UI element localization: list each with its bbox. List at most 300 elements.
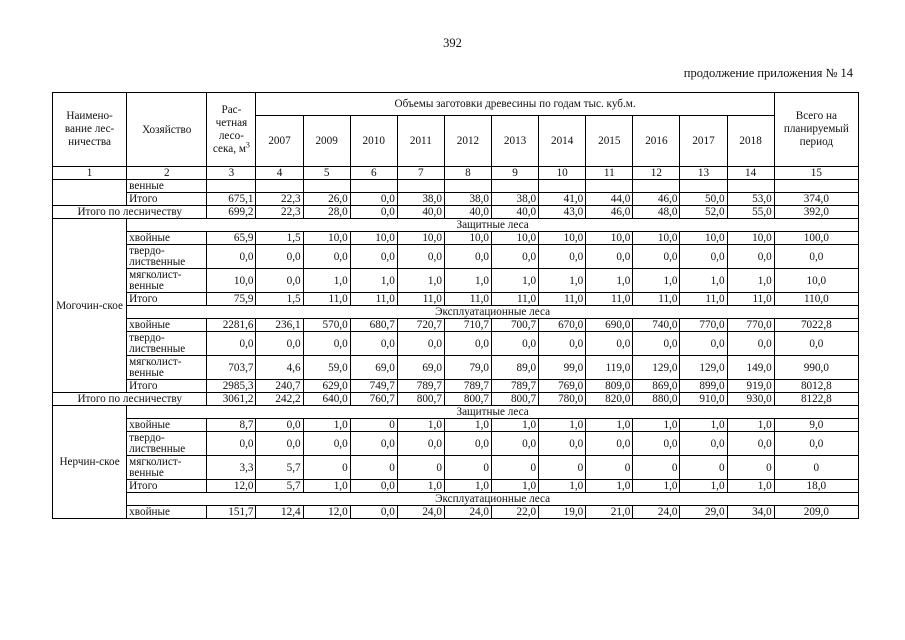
header-year: 2016 bbox=[633, 116, 680, 167]
header-calc-cut-label: Рас-четная лесо-сека, м bbox=[212, 103, 248, 155]
total-cell: 8012,8 bbox=[774, 380, 858, 393]
section-title-row bbox=[53, 306, 859, 319]
year-value-cell: 0,0 bbox=[256, 332, 303, 356]
year-value-cell: 11,0 bbox=[633, 293, 680, 306]
year-value-cell: 21,0 bbox=[586, 506, 633, 519]
farm-label-cell: твердо-лиственные bbox=[127, 332, 207, 356]
year-value-cell: 770,0 bbox=[680, 319, 727, 332]
forestry-name-cell: Могочин-ское bbox=[53, 219, 127, 393]
year-value-cell: 1,0 bbox=[680, 419, 727, 432]
year-value-cell: 11,0 bbox=[397, 293, 444, 306]
farm-label-cell: твердо-лиственные bbox=[127, 432, 207, 456]
farm-label-cell: Итого bbox=[127, 480, 207, 493]
year-value-cell: 79,0 bbox=[444, 356, 491, 380]
year-value-cell: 5,7 bbox=[256, 456, 303, 480]
calc-cut-cell: 3061,2 bbox=[207, 393, 256, 406]
empty-cell bbox=[350, 180, 397, 193]
total-cell: 374,0 bbox=[774, 193, 858, 206]
header-total: Всего на планируемый период bbox=[774, 93, 858, 167]
year-value-cell: 0,0 bbox=[350, 206, 397, 219]
year-value-cell: 800,7 bbox=[492, 393, 539, 406]
year-value-cell: 670,0 bbox=[539, 319, 586, 332]
year-value-cell: 0,0 bbox=[350, 506, 397, 519]
year-value-cell: 11,0 bbox=[492, 293, 539, 306]
year-value-cell: 1,0 bbox=[539, 269, 586, 293]
total-cell: 0,0 bbox=[774, 245, 858, 269]
year-value-cell: 0,0 bbox=[303, 332, 350, 356]
calc-cut-cell: 2985,3 bbox=[207, 380, 256, 393]
year-value-cell: 0,0 bbox=[539, 332, 586, 356]
total-cell: 9,0 bbox=[774, 419, 858, 432]
year-value-cell: 1,0 bbox=[350, 269, 397, 293]
calc-cut-cell: 0,0 bbox=[207, 432, 256, 456]
empty-cell bbox=[633, 180, 680, 193]
empty-cell bbox=[680, 180, 727, 193]
farm-label-cell: мягколист-венные bbox=[127, 356, 207, 380]
header-year: 2014 bbox=[539, 116, 586, 167]
year-value-cell: 760,7 bbox=[350, 393, 397, 406]
year-value-cell: 48,0 bbox=[633, 206, 680, 219]
farm-label-cell: хвойные bbox=[127, 319, 207, 332]
column-number: 3 bbox=[207, 167, 256, 180]
year-value-cell: 11,0 bbox=[539, 293, 586, 306]
forestry-total-label: Итого по лесничеству bbox=[53, 206, 207, 219]
total-cell: 110,0 bbox=[774, 293, 858, 306]
empty-cell bbox=[774, 180, 858, 193]
year-value-cell: 236,1 bbox=[256, 319, 303, 332]
column-number: 4 bbox=[256, 167, 303, 180]
year-value-cell: 0,0 bbox=[492, 332, 539, 356]
year-value-cell: 690,0 bbox=[586, 319, 633, 332]
year-value-cell: 38,0 bbox=[492, 193, 539, 206]
year-value-cell: 38,0 bbox=[397, 193, 444, 206]
harvest-table bbox=[52, 92, 859, 519]
table-row bbox=[53, 180, 859, 193]
table-row bbox=[53, 319, 859, 332]
calc-cut-cell: 703,7 bbox=[207, 356, 256, 380]
year-value-cell: 40,0 bbox=[397, 206, 444, 219]
total-cell: 8122,8 bbox=[774, 393, 858, 406]
total-cell: 392,0 bbox=[774, 206, 858, 219]
column-number: 6 bbox=[350, 167, 397, 180]
table-row bbox=[53, 293, 859, 306]
year-value-cell: 0,0 bbox=[256, 269, 303, 293]
calc-cut-cell: 151,7 bbox=[207, 506, 256, 519]
year-value-cell: 10,0 bbox=[727, 232, 774, 245]
year-value-cell: 0 bbox=[350, 419, 397, 432]
header-row bbox=[53, 93, 859, 116]
year-value-cell: 919,0 bbox=[727, 380, 774, 393]
year-value-cell: 770,0 bbox=[727, 319, 774, 332]
year-value-cell: 28,0 bbox=[303, 206, 350, 219]
column-number: 7 bbox=[397, 167, 444, 180]
year-value-cell: 0,0 bbox=[256, 432, 303, 456]
year-value-cell: 0,0 bbox=[256, 245, 303, 269]
year-value-cell: 0,0 bbox=[633, 245, 680, 269]
year-value-cell: 50,0 bbox=[680, 193, 727, 206]
year-value-cell: 0,0 bbox=[350, 245, 397, 269]
year-value-cell: 1,5 bbox=[256, 293, 303, 306]
year-value-cell: 55,0 bbox=[727, 206, 774, 219]
year-value-cell: 0,0 bbox=[303, 245, 350, 269]
farm-label-cell: Итого bbox=[127, 293, 207, 306]
year-value-cell: 46,0 bbox=[586, 206, 633, 219]
year-value-cell: 11,0 bbox=[680, 293, 727, 306]
table-row bbox=[53, 356, 859, 380]
section-title: Защитные леса bbox=[127, 406, 859, 419]
year-value-cell: 11,0 bbox=[444, 293, 491, 306]
total-cell: 10,0 bbox=[774, 269, 858, 293]
header-farm: Хозяйство bbox=[127, 93, 207, 167]
year-value-cell: 22,0 bbox=[492, 506, 539, 519]
year-value-cell: 0,0 bbox=[680, 432, 727, 456]
year-value-cell: 0,0 bbox=[350, 432, 397, 456]
empty-cell bbox=[539, 180, 586, 193]
table-row bbox=[53, 506, 859, 519]
year-value-cell: 0,0 bbox=[539, 245, 586, 269]
header-year: 2012 bbox=[444, 116, 491, 167]
section-title: Эксплуатационные леса bbox=[127, 493, 859, 506]
year-value-cell: 43,0 bbox=[539, 206, 586, 219]
column-number: 1 bbox=[53, 167, 127, 180]
farm-label-cell: Итого bbox=[127, 193, 207, 206]
year-value-cell: 5,7 bbox=[256, 480, 303, 493]
column-number: 12 bbox=[633, 167, 680, 180]
column-number: 5 bbox=[303, 167, 350, 180]
year-value-cell: 11,0 bbox=[303, 293, 350, 306]
year-value-cell: 41,0 bbox=[539, 193, 586, 206]
year-value-cell: 0,0 bbox=[444, 432, 491, 456]
year-value-cell: 710,7 bbox=[444, 319, 491, 332]
year-value-cell: 0,0 bbox=[727, 432, 774, 456]
total-cell: 990,0 bbox=[774, 356, 858, 380]
year-value-cell: 129,0 bbox=[680, 356, 727, 380]
header-volumes-title: Объемы заготовки древесины по годам тыс. куб.м. bbox=[256, 93, 774, 116]
year-value-cell: 0 bbox=[539, 456, 586, 480]
year-value-cell: 22,3 bbox=[256, 193, 303, 206]
header-year: 2010 bbox=[350, 116, 397, 167]
column-number: 10 bbox=[539, 167, 586, 180]
year-value-cell: 1,0 bbox=[492, 269, 539, 293]
year-value-cell: 119,0 bbox=[586, 356, 633, 380]
year-value-cell: 0,0 bbox=[680, 245, 727, 269]
year-value-cell: 46,0 bbox=[633, 193, 680, 206]
empty-cell bbox=[727, 180, 774, 193]
year-value-cell: 0,0 bbox=[492, 432, 539, 456]
calc-cut-cell: 2281,6 bbox=[207, 319, 256, 332]
year-value-cell: 40,0 bbox=[492, 206, 539, 219]
year-value-cell: 0 bbox=[350, 456, 397, 480]
year-value-cell: 1,5 bbox=[256, 232, 303, 245]
forestry-total-row bbox=[53, 393, 859, 406]
year-value-cell: 769,0 bbox=[539, 380, 586, 393]
calc-cut-cell: 675,1 bbox=[207, 193, 256, 206]
header-calc-cut bbox=[207, 93, 256, 167]
year-value-cell: 869,0 bbox=[633, 380, 680, 393]
year-value-cell: 0,0 bbox=[303, 432, 350, 456]
year-value-cell: 0 bbox=[444, 456, 491, 480]
year-value-cell: 44,0 bbox=[586, 193, 633, 206]
year-value-cell: 0,0 bbox=[492, 245, 539, 269]
year-value-cell: 1,0 bbox=[303, 269, 350, 293]
year-value-cell: 789,7 bbox=[492, 380, 539, 393]
year-value-cell: 880,0 bbox=[633, 393, 680, 406]
year-value-cell: 89,0 bbox=[492, 356, 539, 380]
year-value-cell: 53,0 bbox=[727, 193, 774, 206]
table-row bbox=[53, 380, 859, 393]
calc-cut-cell: 3,3 bbox=[207, 456, 256, 480]
year-value-cell: 0 bbox=[680, 456, 727, 480]
year-value-cell: 52,0 bbox=[680, 206, 727, 219]
year-value-cell: 10,0 bbox=[586, 232, 633, 245]
year-value-cell: 149,0 bbox=[727, 356, 774, 380]
year-value-cell: 0,0 bbox=[539, 432, 586, 456]
year-value-cell: 809,0 bbox=[586, 380, 633, 393]
year-value-cell: 0,0 bbox=[350, 480, 397, 493]
forestry-name-cell bbox=[53, 180, 127, 206]
table-row bbox=[53, 193, 859, 206]
empty-cell bbox=[207, 180, 256, 193]
header-year: 2015 bbox=[586, 116, 633, 167]
year-value-cell: 0,0 bbox=[444, 332, 491, 356]
year-value-cell: 29,0 bbox=[680, 506, 727, 519]
year-value-cell: 11,0 bbox=[727, 293, 774, 306]
empty-cell bbox=[586, 180, 633, 193]
year-value-cell: 0,0 bbox=[256, 419, 303, 432]
farm-label-cell: мягколист-венные bbox=[127, 269, 207, 293]
year-value-cell: 1,0 bbox=[727, 269, 774, 293]
total-cell: 0 bbox=[774, 456, 858, 480]
year-value-cell: 1,0 bbox=[727, 419, 774, 432]
year-value-cell: 570,0 bbox=[303, 319, 350, 332]
section-title-row bbox=[53, 406, 859, 419]
year-value-cell: 789,7 bbox=[444, 380, 491, 393]
empty-cell bbox=[492, 180, 539, 193]
year-value-cell: 0 bbox=[397, 456, 444, 480]
year-value-cell: 38,0 bbox=[444, 193, 491, 206]
year-value-cell: 1,0 bbox=[539, 419, 586, 432]
year-value-cell: 12,4 bbox=[256, 506, 303, 519]
table-row bbox=[53, 232, 859, 245]
year-value-cell: 1,0 bbox=[586, 480, 633, 493]
section-title-row bbox=[53, 219, 859, 232]
header-forestry-name: Наимено-вание лес-ничества bbox=[53, 93, 127, 167]
year-value-cell: 10,0 bbox=[492, 232, 539, 245]
year-value-cell: 10,0 bbox=[303, 232, 350, 245]
year-value-cell: 0 bbox=[303, 456, 350, 480]
table-row bbox=[53, 332, 859, 356]
year-value-cell: 0,0 bbox=[397, 245, 444, 269]
year-value-cell: 0 bbox=[492, 456, 539, 480]
calc-cut-cell: 10,0 bbox=[207, 269, 256, 293]
year-value-cell: 0,0 bbox=[633, 332, 680, 356]
section-title-row bbox=[53, 493, 859, 506]
table-row bbox=[53, 456, 859, 480]
year-value-cell: 24,0 bbox=[397, 506, 444, 519]
year-value-cell: 740,0 bbox=[633, 319, 680, 332]
year-value-cell: 0,0 bbox=[586, 332, 633, 356]
year-value-cell: 0 bbox=[586, 456, 633, 480]
year-value-cell: 59,0 bbox=[303, 356, 350, 380]
empty-cell bbox=[444, 180, 491, 193]
year-value-cell: 0,0 bbox=[444, 245, 491, 269]
year-value-cell: 749,7 bbox=[350, 380, 397, 393]
year-value-cell: 129,0 bbox=[633, 356, 680, 380]
farm-label-cell: хвойные bbox=[127, 232, 207, 245]
year-value-cell: 12,0 bbox=[303, 506, 350, 519]
header-year: 2011 bbox=[397, 116, 444, 167]
year-value-cell: 0 bbox=[727, 456, 774, 480]
year-value-cell: 1,0 bbox=[633, 480, 680, 493]
year-value-cell: 930,0 bbox=[727, 393, 774, 406]
year-value-cell: 10,0 bbox=[633, 232, 680, 245]
year-value-cell: 800,7 bbox=[444, 393, 491, 406]
year-value-cell: 1,0 bbox=[586, 269, 633, 293]
forestry-total-label: Итого по лесничеству bbox=[53, 393, 207, 406]
year-value-cell: 10,0 bbox=[444, 232, 491, 245]
year-value-cell: 1,0 bbox=[492, 419, 539, 432]
empty-cell bbox=[256, 180, 303, 193]
year-value-cell: 1,0 bbox=[444, 419, 491, 432]
year-value-cell: 910,0 bbox=[680, 393, 727, 406]
year-value-cell: 800,7 bbox=[397, 393, 444, 406]
farm-label-cell: хвойные bbox=[127, 506, 207, 519]
column-number-row bbox=[53, 167, 859, 180]
year-value-cell: 10,0 bbox=[397, 232, 444, 245]
year-value-cell: 0 bbox=[633, 456, 680, 480]
calc-cut-cell: 0,0 bbox=[207, 332, 256, 356]
year-value-cell: 1,0 bbox=[633, 269, 680, 293]
header-year: 2018 bbox=[727, 116, 774, 167]
year-value-cell: 26,0 bbox=[303, 193, 350, 206]
table-row bbox=[53, 419, 859, 432]
year-value-cell: 242,2 bbox=[256, 393, 303, 406]
year-value-cell: 1,0 bbox=[444, 480, 491, 493]
year-value-cell: 22,3 bbox=[256, 206, 303, 219]
year-value-cell: 1,0 bbox=[539, 480, 586, 493]
total-cell: 0,0 bbox=[774, 432, 858, 456]
year-value-cell: 19,0 bbox=[539, 506, 586, 519]
total-cell: 100,0 bbox=[774, 232, 858, 245]
year-value-cell: 820,0 bbox=[586, 393, 633, 406]
total-cell: 209,0 bbox=[774, 506, 858, 519]
year-value-cell: 680,7 bbox=[350, 319, 397, 332]
year-value-cell: 0,0 bbox=[350, 193, 397, 206]
calc-cut-cell: 75,9 bbox=[207, 293, 256, 306]
section-title: Защитные леса bbox=[127, 219, 859, 232]
year-value-cell: 0,0 bbox=[397, 332, 444, 356]
column-number: 11 bbox=[586, 167, 633, 180]
calc-cut-cell: 65,9 bbox=[207, 232, 256, 245]
calc-cut-cell: 0,0 bbox=[207, 245, 256, 269]
forestry-total-row bbox=[53, 206, 859, 219]
year-value-cell: 4,6 bbox=[256, 356, 303, 380]
header-year: 2009 bbox=[303, 116, 350, 167]
farm-label-cell: мягколист-венные bbox=[127, 456, 207, 480]
forestry-name-cell: Нерчин-ское bbox=[53, 406, 127, 519]
continuation-note: продолжение приложения № 14 bbox=[683, 66, 853, 80]
year-value-cell: 640,0 bbox=[303, 393, 350, 406]
header-year: 2013 bbox=[492, 116, 539, 167]
empty-cell bbox=[397, 180, 444, 193]
year-value-cell: 1,0 bbox=[633, 419, 680, 432]
year-value-cell: 1,0 bbox=[397, 480, 444, 493]
year-value-cell: 10,0 bbox=[539, 232, 586, 245]
year-value-cell: 1,0 bbox=[727, 480, 774, 493]
year-value-cell: 789,7 bbox=[397, 380, 444, 393]
year-value-cell: 1,0 bbox=[492, 480, 539, 493]
farm-label-cell: венные bbox=[127, 180, 207, 193]
header-year: 2007 bbox=[256, 116, 303, 167]
calc-cut-cell: 699,2 bbox=[207, 206, 256, 219]
column-number: 13 bbox=[680, 167, 727, 180]
year-value-cell: 0,0 bbox=[586, 432, 633, 456]
header-calc-cut-sup: 3 bbox=[245, 139, 250, 149]
year-value-cell: 240,7 bbox=[256, 380, 303, 393]
year-value-cell: 1,0 bbox=[303, 419, 350, 432]
year-value-cell: 10,0 bbox=[350, 232, 397, 245]
year-value-cell: 0,0 bbox=[586, 245, 633, 269]
column-number: 8 bbox=[444, 167, 491, 180]
year-value-cell: 0,0 bbox=[350, 332, 397, 356]
year-value-cell: 0,0 bbox=[727, 245, 774, 269]
calc-cut-cell: 8,7 bbox=[207, 419, 256, 432]
total-cell: 0,0 bbox=[774, 332, 858, 356]
column-number: 9 bbox=[492, 167, 539, 180]
column-number: 2 bbox=[127, 167, 207, 180]
year-value-cell: 40,0 bbox=[444, 206, 491, 219]
farm-label-cell: хвойные bbox=[127, 419, 207, 432]
section-title: Эксплуатационные леса bbox=[127, 306, 859, 319]
year-value-cell: 0,0 bbox=[397, 432, 444, 456]
table-row bbox=[53, 269, 859, 293]
year-value-cell: 34,0 bbox=[727, 506, 774, 519]
year-value-cell: 1,0 bbox=[680, 269, 727, 293]
year-value-cell: 69,0 bbox=[350, 356, 397, 380]
total-cell: 7022,8 bbox=[774, 319, 858, 332]
year-value-cell: 69,0 bbox=[397, 356, 444, 380]
year-value-cell: 780,0 bbox=[539, 393, 586, 406]
year-value-cell: 24,0 bbox=[633, 506, 680, 519]
year-value-cell: 11,0 bbox=[350, 293, 397, 306]
year-value-cell: 1,0 bbox=[397, 269, 444, 293]
table-row bbox=[53, 480, 859, 493]
year-value-cell: 0,0 bbox=[680, 332, 727, 356]
column-number: 15 bbox=[774, 167, 858, 180]
year-value-cell: 99,0 bbox=[539, 356, 586, 380]
year-value-cell: 0,0 bbox=[727, 332, 774, 356]
year-value-cell: 1,0 bbox=[303, 480, 350, 493]
year-value-cell: 720,7 bbox=[397, 319, 444, 332]
table-row bbox=[53, 245, 859, 269]
year-value-cell: 11,0 bbox=[586, 293, 633, 306]
calc-cut-cell: 12,0 bbox=[207, 480, 256, 493]
empty-cell bbox=[303, 180, 350, 193]
year-value-cell: 700,7 bbox=[492, 319, 539, 332]
year-value-cell: 10,0 bbox=[680, 232, 727, 245]
year-value-cell: 899,0 bbox=[680, 380, 727, 393]
year-value-cell: 0,0 bbox=[633, 432, 680, 456]
year-value-cell: 1,0 bbox=[444, 269, 491, 293]
farm-label-cell: Итого bbox=[127, 380, 207, 393]
total-cell: 18,0 bbox=[774, 480, 858, 493]
year-value-cell: 1,0 bbox=[586, 419, 633, 432]
page-number: 392 bbox=[443, 36, 462, 50]
farm-label-cell: твердо-лиственные bbox=[127, 245, 207, 269]
year-value-cell: 629,0 bbox=[303, 380, 350, 393]
year-value-cell: 24,0 bbox=[444, 506, 491, 519]
year-value-cell: 1,0 bbox=[680, 480, 727, 493]
